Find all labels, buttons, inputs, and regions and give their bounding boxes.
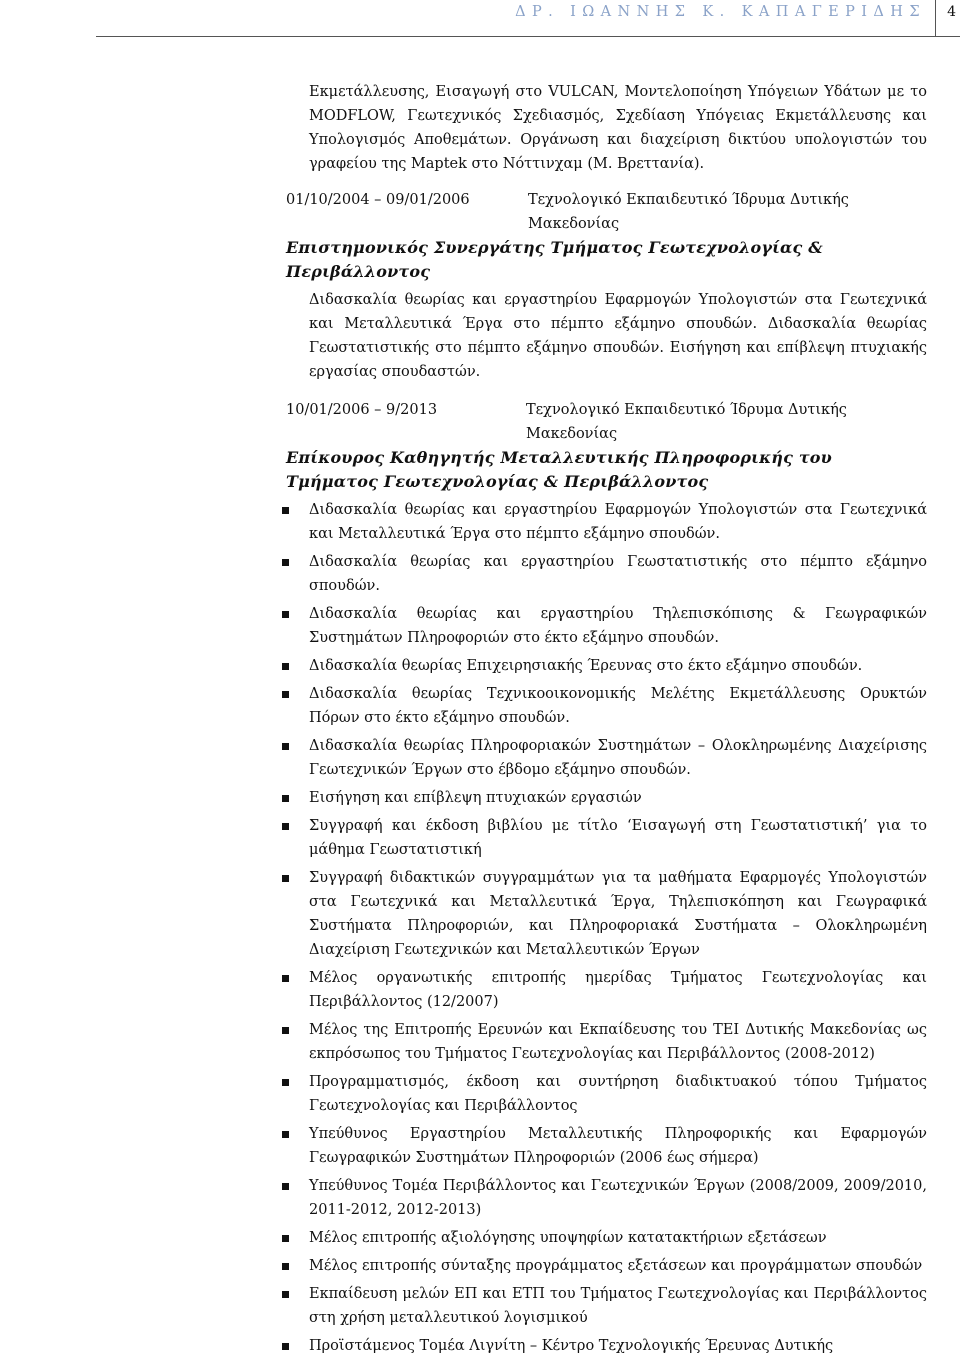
list-item <box>309 602 927 650</box>
list-item <box>309 786 927 810</box>
list-item <box>309 734 927 782</box>
list-item-text: Εκπαίδευση μελών ΕΠ και ΕΤΠ του Τμήματος Γεωτεχνολογίας και Περιβάλλοντος στη χρήση μεταλλευτικού λογισμικού <box>309 1286 927 1326</box>
bullet-icon <box>282 1263 289 1270</box>
bullet-icon <box>282 611 289 618</box>
list-item <box>309 866 927 962</box>
list-item <box>309 814 927 862</box>
employment-entry <box>286 398 927 1358</box>
list-item-text: Υπεύθυνος Εργαστηρίου Μεταλλευτικής Πληροφορικής και Εφαρμογών Γεωγραφικών Συστημάτων Πληροφοριών (2006 έως σήμερα) <box>309 1126 927 1166</box>
header-divider <box>935 0 936 36</box>
list-item <box>309 966 927 1014</box>
list-item-text: Προγραμματισμός, έκδοση και συντήρηση διαδικτυακού τόπου Τμήματος Γεωτεχνολογίας και Περιβάλλοντος <box>309 1074 927 1114</box>
entry-description: Διδασκαλία θεωρίας και εργαστηρίου Εφαρμογών Υπολογιστών στα Γεωτεχνικά και Μεταλλευτικά Έργα στο πέμπτο εξάμηνο σπουδών. Διδασκαλία θεωρίας Γεωστατιστικής στο πέμπτο εξάμηνο σπουδών. Εισήγηση και επίβλεψη πτυχιακής εργασίας σπουδαστών. <box>309 292 927 380</box>
bullet-icon <box>282 1131 289 1138</box>
list-item <box>309 1282 927 1330</box>
list-item-text: Μέλος επιτροπής αξιολόγησης υποψηφίων κατατακτήριων εξετάσεων <box>309 1230 827 1246</box>
list-item <box>309 682 927 730</box>
list-item-text: Διδασκαλία θεωρίας και εργαστηρίου Τηλεπισκόπισης & Γεωγραφικών Συστημάτων Πληροφοριών στο έκτο εξάμηνο σπουδών. <box>309 606 927 646</box>
list-item <box>309 1254 927 1278</box>
header-title: ΔΡ. ΙΩΑΝΝΗΣ Κ. ΚΑΠΑΓΕΡΙΔΗΣ <box>515 4 926 20</box>
bullet-icon <box>282 663 289 670</box>
duties-list <box>309 498 927 1358</box>
bullet-icon <box>282 975 289 982</box>
bullet-icon <box>282 559 289 566</box>
entry-period: 10/01/2006 – 9/2013 <box>286 402 438 418</box>
list-item <box>309 1070 927 1118</box>
bullet-icon <box>282 507 289 514</box>
bullet-icon <box>282 691 289 698</box>
entry-institution: Τεχνολογικό Εκπαιδευτικό Ίδρυμα Δυτικής Μακεδονίας <box>528 192 849 232</box>
bullet-icon <box>282 1235 289 1242</box>
list-item-text: Συγγραφή διδακτικών συγγραμμάτων για τα μαθήματα Εφαρμογές Υπολογιστών στα Γεωτεχνικά και Μεταλλευτικά Έργα, Τηλεπισκόπηση και Γεωγραφικά Συστήματα Πληροφοριών, και Πληροφοριακά Συστήματα – Ολοκληρωμένη Διαχείριση Γεωτεχνικών και Μεταλλευτικών Έργων <box>309 870 927 958</box>
list-item-text: Μέλος επιτροπής σύνταξης προγράμματος εξετάσεων και προγράμματων σπουδών <box>309 1258 923 1274</box>
list-item-text: Διδασκαλία θεωρίας και εργαστηρίου Εφαρμογών Υπολογιστών στα Γεωτεχνικά και Μεταλλευτικά Έργα στο πέμπτο εξάμηνο σπουδών. <box>309 502 927 542</box>
entry-header <box>286 398 926 446</box>
bullet-icon <box>282 875 289 882</box>
list-item-text: Διδασκαλία θεωρίας Τεχνικοοικονομικής Μελέτης Εκμετάλλευσης Ορυκτών Πόρων στο έκτο εξάμηνο σπουδών. <box>309 686 927 726</box>
page-number: 4 <box>947 4 956 20</box>
list-item-text: Συγγραφή και έκδοση βιβλίου με τίτλο ‘Εισαγωγή στη Γεωστατιστική’ για το μάθημα Γεωστατιστική <box>309 818 927 858</box>
employment-entry <box>286 188 927 384</box>
bullet-icon <box>282 1343 289 1350</box>
entry-role: Επίκουρος Καθηγητής Μεταλλευτικής Πληροφορικής του Τμήματος Γεωτεχνολογίας & Περιβάλλοντος <box>286 448 832 491</box>
list-item-text: Υπεύθυνος Τομέα Περιβάλλοντος και Γεωτεχνικών Έργων (2008/2009, 2009/2010, 2011-2012, 2012-2013) <box>309 1178 927 1218</box>
list-item-text: Διδασκαλία θεωρίας Επιχειρησιακής Έρευνας στο έκτο εξάμηνο σπουδών. <box>309 658 863 674</box>
bullet-icon <box>282 1027 289 1034</box>
list-item-text: Μέλος οργανωτικής επιτροπής ημερίδας Τμήματος Γεωτεχνολογίας και Περιβάλλοντος (12/2007) <box>309 970 927 1010</box>
cv-content <box>286 80 927 1362</box>
header-rule <box>96 36 960 37</box>
running-header <box>0 0 960 38</box>
bullet-icon <box>282 823 289 830</box>
bullet-icon <box>282 795 289 802</box>
entry-institution: Τεχνολογικό Εκπαιδευτικό Ίδρυμα Δυτικής Μακεδονίας <box>526 402 847 442</box>
list-item-text: Διδασκαλία θεωρίας Πληροφοριακών Συστημάτων – Ολοκληρωμένης Διαχείρισης Γεωτεχνικών Έργων στο έβδομο εξάμηνο σπουδών. <box>309 738 927 778</box>
list-item-text: Εισήγηση και επίβλεψη πτυχιακών εργασιών <box>309 790 642 806</box>
list-item <box>309 1334 927 1358</box>
list-item <box>309 498 927 546</box>
entry-header <box>286 188 926 236</box>
list-item-text: Μέλος της Επιτροπής Ερευνών και Εκπαίδευσης του ΤΕΙ Δυτικής Μακεδονίας ως εκπρόσωπος του Τμήματος Γεωτεχνολογίας και Περιβάλλοντος (2008-2012) <box>309 1022 927 1062</box>
list-item <box>309 1174 927 1222</box>
entry-period: 01/10/2004 – 09/01/2006 <box>286 192 470 208</box>
bullet-icon <box>282 1079 289 1086</box>
intro-paragraph: Εκμετάλλευσης, Εισαγωγή στο VULCAN, Μοντελοποίηση Υπόγειων Υδάτων με το MODFLOW, Γεωτεχνικός Σχεδιασμός, Σχεδίαση Υπόγειας Εκμετάλλευσης και Υπολογισμός Αποθεμάτων. Οργάνωση και διαχείριση δικτύου υπολογιστών του γραφείου της Maptek στο Νόττινχαμ (Μ. Βρεττανία). <box>309 84 927 172</box>
bullet-icon <box>282 1183 289 1190</box>
list-item <box>309 1226 927 1250</box>
list-item-text: Διδασκαλία θεωρίας και εργαστηρίου Γεωστατιστικής στο πέμπτο εξάμηνο σπουδών. <box>309 554 927 594</box>
bullet-icon <box>282 743 289 750</box>
bullet-icon <box>282 1291 289 1298</box>
list-item <box>309 550 927 598</box>
entry-role: Επιστημονικός Συνεργάτης Τμήματος Γεωτεχνολογίας & Περιβάλλοντος <box>286 238 823 281</box>
list-item <box>309 1018 927 1066</box>
list-item-text: Προϊστάμενος Τομέα Λιγνίτη – Κέντρο Τεχνολογικής Έρευνας Δυτικής <box>309 1338 834 1354</box>
list-item <box>309 1122 927 1170</box>
list-item <box>309 654 927 678</box>
